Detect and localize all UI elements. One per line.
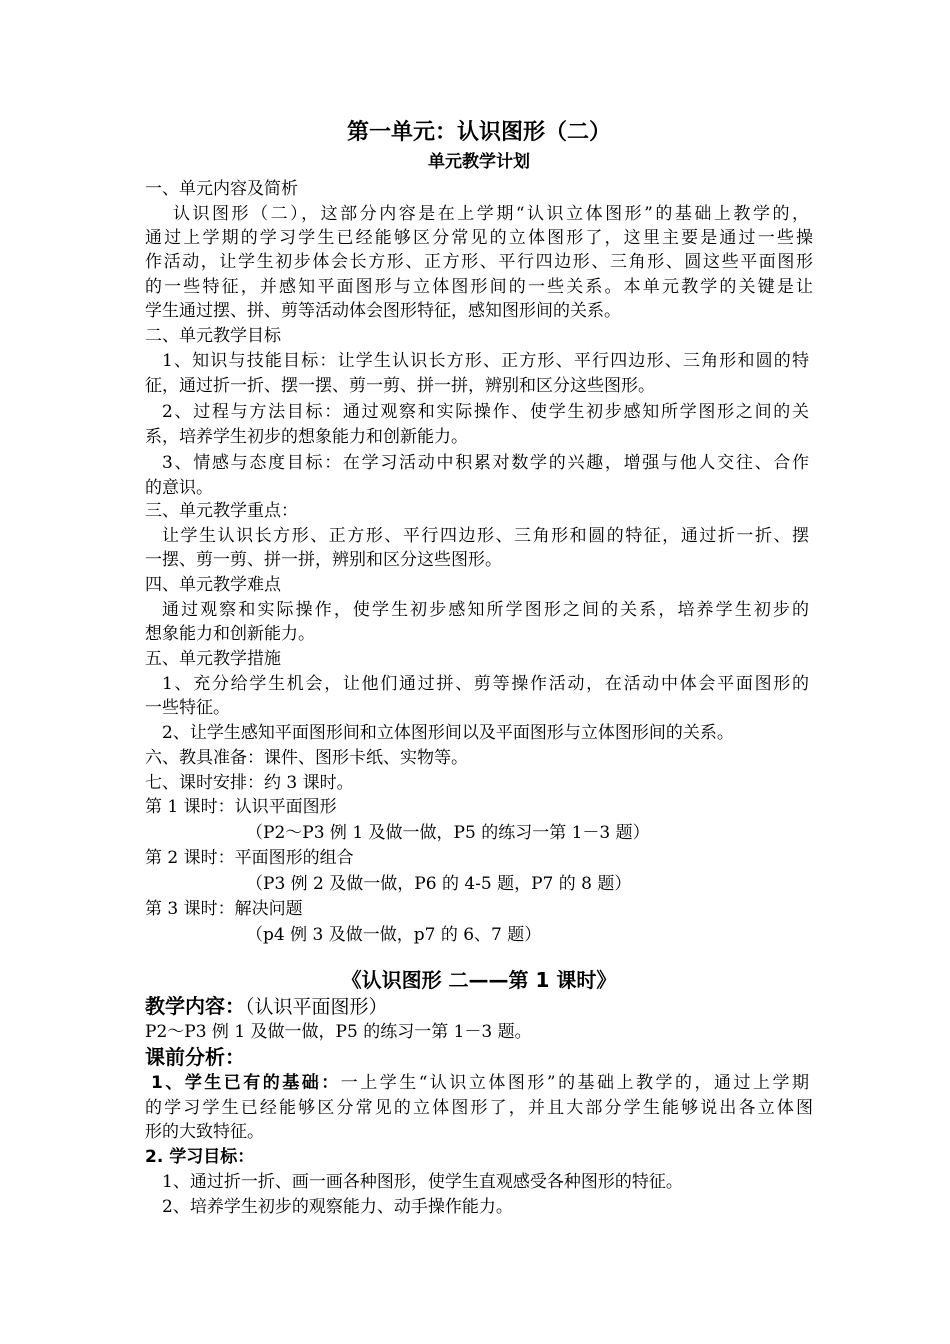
document-subtitle: 单元教学计划 (428, 152, 530, 172)
section-heading: 三、单元教学重点： (145, 501, 298, 521)
section-heading: 七、课时安排：约 3 课时。 (145, 773, 354, 793)
section-heading: 六、教具准备：课件、图形卡纸、实物等。 (145, 748, 468, 768)
base-label: 1、学生已有的基础： (151, 1073, 341, 1093)
paragraph-line: 1、充分给学生机会，让他们通过拼、剪等操作活动，在活动中体会平面图形的 (162, 674, 809, 694)
paragraph-line: 的意识。 (145, 478, 213, 498)
base-line (151, 1071, 809, 1095)
lesson-item-detail: （P2～P3 例 1 及做一做，P5 的练习一第 1－3 题） (246, 823, 650, 843)
section-heading: 二、单元教学目标 (145, 326, 281, 346)
content-line (145, 994, 813, 1020)
paragraph-line: 2、过程与方法目标：通过观察和实际操作、使学生初步感知所学图形之间的关 (162, 402, 809, 422)
paragraph-line: 一摆、剪一剪、拼一拼，辨别和区分这些图形。 (145, 550, 502, 570)
lesson-item: 第 3 课时：解决问题 (145, 899, 303, 919)
paragraph-line: 的一些特征，并感知平面图形与立体图形间的一些关系。本单元教学的关键是让 (145, 277, 813, 297)
lesson-title: 《认识图形 二——第 1 课时》 (341, 968, 617, 992)
lesson-item: 第 1 课时：认识平面图形 (145, 797, 337, 817)
paragraph-line: 让学生认识长方形、正方形、平行四边形、三角形和圆的特征，通过折一折、摆 (162, 526, 809, 546)
paragraph-line: 1、知识与技能目标：让学生认识长方形、正方形、平行四边形、三角形和圆的特 (162, 351, 809, 371)
pre-analysis-label: 课前分析： (145, 1045, 245, 1069)
lesson-item-detail: （p4 例 3 及做一做，p7 的 6、7 题） (246, 925, 542, 945)
section-heading: 四、单元教学难点 (145, 575, 281, 595)
content-label: 教学内容： (145, 994, 245, 1018)
paragraph-line: 系，培养学生初步的想象能力和创新能力。 (145, 427, 468, 447)
base-text: 一上学生“认识立体图形”的基础上教学的，通过上学期 (340, 1073, 809, 1093)
goal-item: 2、培养学生初步的观察能力、动手操作能力。 (162, 1197, 513, 1217)
paragraph-line: 2、让学生感知平面图形间和立体图形间以及平面图形与立体图形间的关系。 (162, 723, 734, 743)
paragraph-line: 认识图形（二），这部分内容是在上学期“认识立体图形”的基础上教学的， (173, 204, 809, 224)
paragraph-line: 征，通过折一折、摆一摆、剪一剪、拼一拼，辨别和区分这些图形。 (145, 376, 655, 396)
goal-item: 1、通过折一折、画一画各种图形，使学生直观感受各种图形的特征。 (162, 1172, 683, 1192)
content-detail: P2～P3 例 1 及做一做，P5 的练习一第 1－3 题。 (145, 1022, 532, 1042)
paragraph-line: 想象能力和创新能力。 (145, 624, 315, 644)
paragraph-line: 3、情感与态度目标：在学习活动中积累对数学的兴趣，增强与他人交往、合作 (162, 453, 809, 473)
document-title: 第一单元：认识图形（二） (346, 120, 611, 145)
paragraph-line: 形的大致特征。 (145, 1122, 264, 1142)
paragraph-line: 一些特征。 (145, 698, 230, 718)
lesson-item-detail: （P3 例 2 及做一做，P6 的 4-5 题，P7 的 8 题） (246, 874, 632, 894)
goal-label: 2. 学习目标： (145, 1147, 255, 1167)
paragraph-line: 作活动，让学生初步体会长方形、正方形、平行四边形、三角形、圆这些平面图形 (145, 252, 813, 272)
paragraph-line: 的学习学生已经能够区分常见的立体图形了，并且大部分学生能够说出各立体图 (145, 1098, 813, 1118)
section-heading: 五、单元教学措施 (145, 649, 281, 669)
paragraph-line: 通过上学期的学习学生已经能够区分常见的立体图形了，这里主要是通过一些操 (145, 228, 813, 248)
content-value: （认识平面图形） (245, 996, 388, 1018)
paragraph-line: 学生通过摆、拼、剪等活动体会图形特征，感知图形间的关系。 (145, 301, 621, 321)
lesson-item: 第 2 课时：平面图形的组合 (145, 848, 354, 868)
paragraph-line: 通过观察和实际操作，使学生初步感知所学图形之间的关系，培养学生初步的 (162, 600, 809, 620)
section-heading: 一、单元内容及简析 (145, 179, 298, 199)
